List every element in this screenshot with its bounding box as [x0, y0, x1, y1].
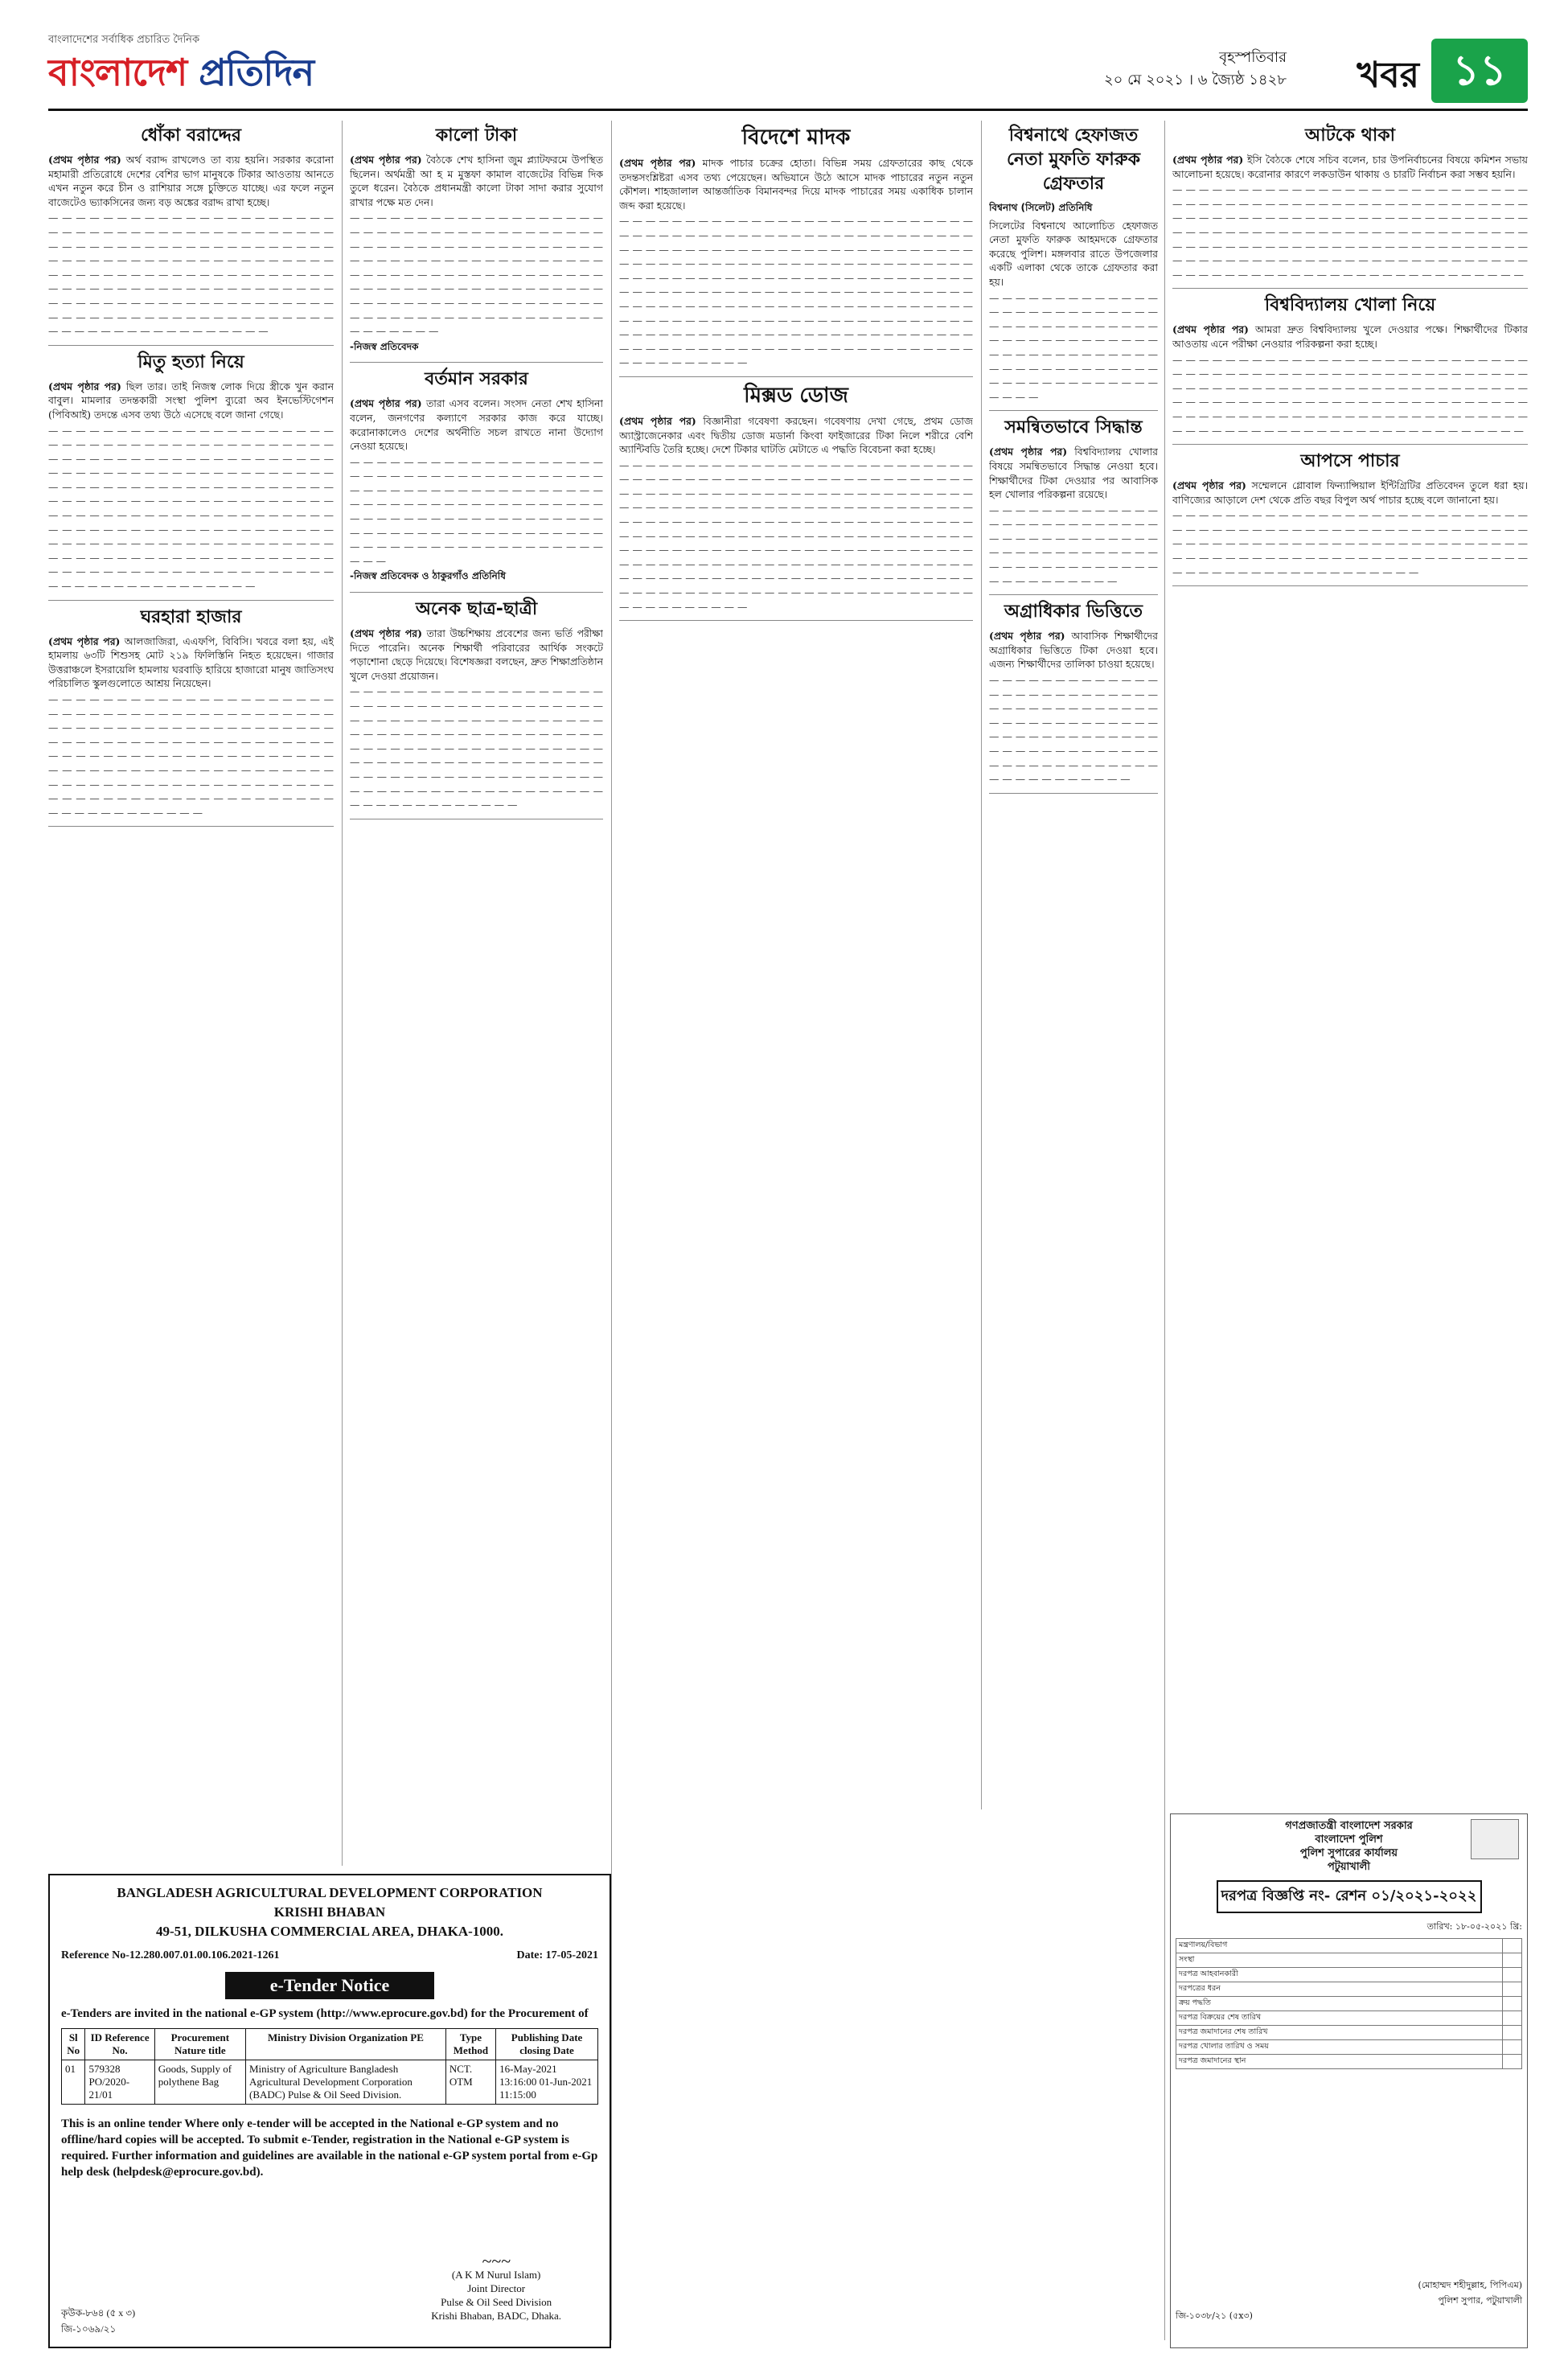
police-tender-notice	[1170, 1813, 1528, 2348]
signer-title: Joint Director	[467, 2282, 526, 2294]
tender-table-header	[62, 2029, 598, 2060]
story-dhoka	[48, 124, 334, 346]
masthead	[48, 32, 1528, 111]
table-row	[1176, 2040, 1522, 2055]
column-5	[1172, 121, 1528, 1801]
article-text: ইসি বৈঠকে শেষে সচিব বলেন, চার উপনির্বাচনের বিষয়ে কমিশন সভায় আলোচনা হয়েছে। করোনার কারণে লকডাউন থাকায় ও চারটি নির্বাচন করা সম্ভব হয়নি।	[1172, 154, 1528, 180]
headline[interactable]: কালো টাকা	[435, 125, 518, 146]
tender-col-header: Type Method	[445, 2029, 495, 2060]
police-date: তারিখ: ১৮-০৫-২০২১ খ্রি:	[1426, 1921, 1522, 1932]
signature-mark: ~~~	[482, 2251, 511, 2271]
article-continuation: — — — — — — — — — — — — — — — — — — — — — — — — — — — — — — — — — — — — — — — — — — — — — — — — — — — — — — — — — — — — — — — — — — — — — — — — — — — — — — — — — — — — — — — — — — — — — — —	[989, 291, 1158, 403]
column-rule	[1164, 121, 1165, 2340]
newspaper-logo[interactable]	[48, 45, 314, 106]
tender-ref-row	[61, 1949, 598, 1962]
article-continuation: — — — — — — — — — — — — — — — — — — — — — — — — — — — — — — — — — — — — — — — — — — — — — — — — — — — — — — — — — — — — — — — — — — — — — — — — — — — — — — — — — — — — — — — — — — — — — — — — — — — — — — — — — — — — — — — — — — — — — — — — — — — — — — — — — — — — — — — — — — — — — — — — — — — — — — — — — — — — — — — — — —	[1172, 353, 1528, 437]
tender-note: This is an online tender Where only e-tender will be accepted in the National e-GP system and no offline/hard copies will be accepted. To submit e-Tender, registration in the National e-GP system is required. Further information and guidelines are available in the national e-GP system portal from e-Gp help desk (helpdesk@eprocure.gov.bd).	[61, 2117, 598, 2179]
article-continuation: — — — — — — — — — — — — — — — — — — — — — — — — — — — — — — — — — — — — — — — — — — — — — — — — — — — — — — — — — — — — — — — — — — — — — — — — — — — — — — — — — — — — — — — — — — — — — — — — — — — — — — — — — — — — — — — — — — — — — — — — — — — — — — — — — — — — — — — — — — — — — — — — — — — — — — — — — — — — — — — — — — — — — — — — — — — — — — — — — — — —	[48, 693, 334, 819]
table-row	[1176, 1982, 1522, 1997]
byline: -নিজস্ব প্রতিবেদক ও ঠাকুরগাঁও প্রতিনিধি	[350, 570, 506, 582]
story-apose-pachar	[1172, 450, 1528, 586]
tender-reference: Reference No-12.280.007.01.00.106.2021-1261	[61, 1949, 280, 1961]
column-rule	[981, 121, 982, 1809]
article-continuation: — — — — — — — — — — — — — — — — — — — — — — — — — — — — — — — — — — — — — — — — — — — — — — — — — — — — — — — — — — — — — — — — — — — — — — — — — — — — — — — — — — — — — — — — — — — — — — — — — — — — — — — — — — — — — — — — — — — — — — — — — — — — — — — — — — — — — — — — — — — — — — — — — — — — — — — — — — — — — — — — — — — — — — — — — — — — — — — — — — — — — — — — — — — — — — — — — — — — — — — — — — — — — — — — — — — — — — — — — — — — — — — — — — — — — — — — — — — — — — — — — — — — — — — — — — — — — — — — — — — — — — — — — — — — — — — — — — — — — — — —	[619, 458, 973, 613]
headline[interactable]: বিদেশে মাদক	[741, 125, 851, 150]
article-text: অর্থ বরাদ্দ রাখলেও তা ব্যয় হয়নি। সরকার করোনা মহামারী প্রতিরোধে দেশের বেশির ভাগ মানুষকে টিকার আওতায় আনতে এখন নতুন করে চীন ও রাশিয়ার সঙ্গে চুক্তিতে যাচ্ছে। এর ফলে নতুন বাজেটেও ভ্যাকসিনের জন্য বড় অঙ্কের বরাদ্দ রাখা হচ্ছে।	[48, 154, 334, 208]
byline: -নিজস্ব প্রতিবেদক	[350, 340, 419, 352]
tender-date: Date: 17-05-2021	[516, 1949, 598, 1961]
police-table-continued	[1176, 2069, 1522, 2278]
article-continuation: — — — — — — — — — — — — — — — — — — — — — — — — — — — — — — — — — — — — — — — — — — — — — — — — — — — — — — — — — — — — — — — — — — — — — — — — — — — — — — — — — — — — — — — — — — — — — — — — — — — — — — — — — — — — — — — — — — — — — — — — — — — — — — — — — — — — — — — — — — — — — — — — — — — — — — — — — — — — — — —	[350, 212, 603, 338]
column-2	[350, 121, 603, 1858]
article-text: তারা এসব বলেন। সংসদ নেতা শেখ হাসিনা বলেন, জনগণের কল্যাণে সরকার কাজ করে যাচ্ছে। করোনাকালেও দেশের অর্থনীতি সচল রাখতে নানা উদ্যোগ নেওয়া হয়েছে।	[350, 397, 603, 453]
article-text: আমরা দ্রুত বিশ্ববিদ্যালয় খুলে দেওয়ার পক্ষে। শিক্ষার্থীদের টিকার আওতায় এনে পরীক্ষা নেওয়ার পরিকল্পনা করা হচ্ছে।	[1172, 323, 1528, 350]
headline[interactable]: বিশ্ববিদ্যালয় খোলা নিয়ে	[1264, 295, 1436, 316]
article-continuation: — — — — — — — — — — — — — — — — — — — — — — — — — — — — — — — — — — — — — — — — — — — — — — — — — — — — — — — — — — — — — — — — — — — — — — — — — — — — — — — — — — — — — — — — — — — — — — — — — — — — — — — — — — — — — — — — — — — — — — — — — — — — — — — — — — — — — — — — — — — — — — — — — — — — — — — — — — — — — — — — — — — — — — — — — — — — — — — — — — — — — — — — — — — — —	[1172, 183, 1528, 281]
article-text: আলজাজিরা, এএফপি, বিবিসি। খবরে বলা হয়, এই হামলায় ৬৩টি শিশুসহ মোট ২১৯ ফিলিস্তিনি নিহত হয়েছেন। গাজার উত্তরাঞ্চলে ইসরায়েলি হামলায় ঘরবাড়ি হারিয়ে হাজারো মানুষ জাতিসংঘ পরিচালিত স্কুলগুলোতে আশ্রয় নিয়েছেন।	[48, 635, 334, 690]
column-4	[989, 121, 1158, 1801]
column-1	[48, 121, 334, 1858]
table-row	[62, 2060, 598, 2105]
tender-cell: Ministry of Agriculture Bangladesh Agricultural Development Corporation (BADC) Pulse & Oil Seed Division.	[245, 2060, 445, 2105]
article-text: ছিল তার। তাই নিজস্ব লোক দিয়ে স্ত্রীকে খুন করান বাবুল। মামলার তদন্তকারী সংস্থা পুলিশ ব্যুরো অব ইনভেস্টিগেশন (পিবিআই) তদন্তে এসব তথ্য উঠে এসেছে বলে জানা গেছে।	[48, 380, 334, 421]
tender-org-address: 49-51, DILKUSHA COMMERCIAL AREA, DHAKA-1000.	[155, 1924, 504, 1939]
article-continuation: — — — — — — — — — — — — — — — — — — — — — — — — — — — — — — — — — — — — — — — — — — — — — — — — — — — — — — — — — — — — — — — — — — — — — — — — — — —	[989, 503, 1158, 587]
column-rule	[611, 121, 612, 2340]
lead-tag: (প্রথম পৃষ্ঠার পর)	[989, 446, 1068, 458]
tender-org-name: BANGLADESH AGRICULTURAL DEVELOPMENT CORPORATION	[117, 1885, 543, 1900]
table-row	[1176, 2026, 1522, 2040]
lead-tag: (প্রথম পৃষ্ঠার পর)	[48, 635, 121, 647]
article-text: বিজ্ঞানীরা গবেষণা করছেন। গবেষণায় দেখা গেছে, প্রথম ডোজ অ্যাস্ট্রাজেনেকার এবং দ্বিতীয় ডোজ মডার্না কিংবা ফাইজারের টিকা নিলে শরীরে বেশি অ্যান্টিবডি তৈরি হচ্ছে। দেশে টিকার ঘাটতি মেটাতে এ পদ্ধতি বিবেচনা করা হচ্ছে।	[619, 414, 973, 456]
story-bortoman-sorkar	[350, 368, 603, 593]
tender-footer	[61, 2306, 598, 2339]
police-tender-title: দরপত্র বিজ্ঞপ্তি নং- রেশন ০১/২০২১-২০২২	[1217, 1880, 1482, 1913]
lead-tag: (প্রথম পৃষ্ঠার পর)	[350, 154, 422, 166]
story-ghorhara	[48, 606, 334, 828]
police-footer: জি-১০৩৮/২১ (৫x৩)	[1176, 2310, 1253, 2321]
headline[interactable]: আটকে থাকা	[1305, 125, 1395, 146]
police-row-label: দরপত্র খোলার তারিখ ও সময়	[1176, 2040, 1503, 2055]
police-row-label: ক্রয় পদ্ধতি	[1176, 1997, 1503, 2011]
police-tender-table	[1176, 1938, 1522, 2069]
issue-date: ২০ মে ২০২১ । ৬ জ্যৈষ্ঠ ১৪২৮	[1103, 72, 1287, 88]
column-rule	[342, 121, 343, 1866]
headline[interactable]: বর্তমান সরকার	[425, 369, 528, 390]
tender-cell: NCT. OTM	[445, 2060, 495, 2105]
tender-col-header: Ministry Division Organization PE	[245, 2029, 445, 2060]
logo-part2: প্রতিদিন	[199, 51, 314, 94]
lead-tag: (প্রথম পৃষ্ঠার পর)	[1172, 323, 1249, 336]
headline[interactable]: অগ্রাধিকার ভিত্তিতে	[1004, 602, 1143, 622]
signer-office: Krishi Bhaban, BADC, Dhaka.	[431, 2310, 561, 2322]
article-text: সিলেটের বিশ্বনাথে আলোচিত হেফাজত নেতা মুফতি ফারুক আহমদকে গ্রেফতার করেছে পুলিশ। মঙ্গলবার রাতে উপজেলার একটি এলাকা থেকে তাকে গ্রেফতার করা হয়।	[989, 219, 1158, 288]
table-row	[1176, 2055, 1522, 2069]
police-row-label: দরপত্র বিক্রয়ের শেষ তারিখ	[1176, 2011, 1503, 2026]
story-hefazat	[989, 124, 1158, 411]
article-text: মাদক পাচার চক্রের হোতা। বিভিন্ন সময় গ্রেফতারের কাছ থেকে তদন্তসংশ্লিষ্টরা এসব তথ্য পেয়েছেন। অভিযানে উঠে আসে মাদক পাচারের নতুন নতুন কৌশল। শাহজালাল আন্তর্জাতিক বিমানবন্দর দিয়ে মাদক পাচারের সময় একাধিক চালান জব্দ করা হয়েছে।	[619, 157, 973, 212]
story-mixed-dose	[619, 382, 973, 621]
headline[interactable]: আপসে পাচার	[1300, 451, 1400, 472]
article-continuation: — — — — — — — — — — — — — — — — — — — — — — — — — — — — — — — — — — — — — — — — — — — — — — — — — — — — — — — — — — — — — — — — — — — — — — — — — — — — — — — — — — — — — — — — — — — — — — — — — — — — — — — — — — — — — — — — — — — — — — — — — — — — — — — — — — — — — — — — — — — — — — — — — — — — — — — — — — — — — — — — — — — — — — — — — — — — — — — — — — — — — — — — — — — — — — — — — — — — — — — — — — — — — — — — — — — — — — — — — — — — — — — — — — — — — — — — — — — — — — — — — — — — — — — — — — — — — — — — — — — — — — — — — — — — — — — — — — — — — — — —	[619, 215, 973, 369]
article-continuation: — — — — — — — — — — — — — — — — — — — — — — — — — — — — — — — — — — — — — — — — — — — — — — — — — — — — — — — — — — — — — — — — — — — — — — — — — — — — — — — — — — — — — — — — — — — — — — — — — — — — — — — — — — — — — — — — — — — — — — — — — — — — — — — — — — — — — — — —	[350, 455, 603, 567]
tender-footer-gi: জি-১০৬৯/২১	[61, 2323, 117, 2335]
headline[interactable]: বিশ্বনাথে হেফাজত নেতা মুফতি ফারুক গ্রেফতার	[1006, 125, 1141, 194]
lead-tag: (প্রথম পৃষ্ঠার পর)	[989, 630, 1065, 643]
tender-org-building: KRISHI BHABAN	[273, 1904, 386, 1920]
story-atke-thaka	[1172, 124, 1528, 289]
article-text: তারা উচ্চশিক্ষায় প্রবেশের জন্য ভর্তি পরীক্ষা দিতে পারেনি। অনেক শিক্ষার্থী পরিবারের আর্থিক সংকটে পড়াশোনা ছেড়ে দিয়েছে। বিশেষজ্ঞরা বলছেন, দ্রুত শিক্ষাপ্রতিষ্ঠান খুলে দেওয়া প্রয়োজন।	[350, 627, 603, 682]
lead-tag: (প্রথম পৃষ্ঠার পর)	[350, 397, 422, 410]
tender-cell: 579328 PO/2020-21/01	[85, 2060, 154, 2105]
weekday: বৃহস্পতিবার	[1219, 49, 1287, 66]
tender-col-header: Sl No	[62, 2029, 85, 2060]
police-header-1: গণপ্রজাতন্ত্রী বাংলাদেশ সরকার	[1285, 1820, 1413, 1832]
page-number-badge: ১১	[1431, 39, 1528, 103]
police-header-4: পটুয়াখালী	[1327, 1861, 1371, 1873]
article-text: বৈঠকে শেখ হাসিনা জুম প্ল্যাটফরমে উপস্থিত ছিলেন। অর্থমন্ত্রী আ হ ম মুস্তফা কামাল বাজেটের বিভিন্ন দিক তুলে ধরেন। বৈঠকে প্রধানমন্ত্রী কালো টাকা সাদা করার সুযোগ রাখার পক্ষে মত দেন।	[350, 154, 603, 208]
story-somonnito	[989, 416, 1158, 595]
police-row-label: মন্ত্রণালয়/বিভাগ	[1176, 1939, 1503, 1953]
article-text: আবাসিক শিক্ষার্থীদের অগ্রাধিকার ভিত্তিতে টিকা দেওয়া হবে। এজন্য শিক্ষার্থীদের তালিকা চাওয়া হয়েছে।	[989, 630, 1158, 671]
signer-name: (A K M Nurul Islam)	[451, 2269, 541, 2281]
story-mitu	[48, 351, 334, 601]
police-header-3: পুলিশ সুপারের কার্যালয়	[1299, 1847, 1398, 1859]
article-continuation: — — — — — — — — — — — — — — — — — — — — — — — — — — — — — — — — — — — — — — — — — — — — — — — — — — — — — — — — — — — — — — — — — — — — — — — — — — — — — — — — — — — — — — — — — — — — — — — — — — — — — —	[989, 674, 1158, 786]
table-row	[1176, 2011, 1522, 2026]
article-continuation: — — — — — — — — — — — — — — — — — — — — — — — — — — — — — — — — — — — — — — — — — — — — — — — — — — — — — — — — — — — — — — — — — — — — — — — — — — — — — — — — — — — — — — — — — — — — — — — — — — — — — — — — — — — — — — — — — — — — — — — — — — — — — — — — — — — — — — — — — — — — — — — — — — — — — — — — — — — — — — — — — — — — — — — — — — — — — — — — — — — — — — — — —	[48, 212, 334, 338]
tender-cell: 16-May-2021 13:16:00 01-Jun-2021 11:15:00	[496, 2060, 598, 2105]
article-continuation: — — — — — — — — — — — — — — — — — — — — — — — — — — — — — — — — — — — — — — — — — — — — — — — — — — — — — — — — — — — — — — — — — — — — — — — — — — — — — — — — — — — — — — — — — — — — — — — — — — — — — — — — — — — — — — — — — — — — — — — — — — — — — — — — — — — — — — — — — — — — — — — — — — — — — — — — — — — — — — — — — — — — —	[350, 685, 603, 811]
lead-tag: (প্রথম পৃষ্ঠার পর)	[1172, 154, 1244, 166]
byline: বিশ্বনাথ (সিলেট) প্রতিনিধি	[989, 202, 1093, 213]
badc-tender-notice	[48, 1874, 611, 2348]
headline[interactable]: ঘরহারা হাজার	[140, 606, 242, 627]
tender-intro: e-Tenders are invited in the national e-GP system (http://www.eprocure.gov.bd) for the Procurement of	[61, 2007, 589, 2020]
police-row-label: দরপত্র আহবানকারী	[1176, 1968, 1503, 1982]
article-continuation: — — — — — — — — — — — — — — — — — — — — — — — — — — — — — — — — — — — — — — — — — — — — — — — — — — — — — — — — — — — — — — — — — — — — — — — — — — — — — — — — — — — — — — — — — — — — — — — — — — — — — — — — — — — — — — — — — — — — — — — — — — — — — — —	[1172, 509, 1528, 578]
story-university	[1172, 294, 1528, 445]
table-row	[1176, 1997, 1522, 2011]
tender-col-header: ID Reference No.	[85, 2029, 154, 2060]
police-row-label: সংস্থা	[1176, 1953, 1503, 1968]
headline[interactable]: মিতু হত্যা নিয়ে	[138, 351, 244, 372]
tender-footer-code: কৃউক-৮৬৪ (৫ x ৩)	[61, 2307, 136, 2319]
lead-tag: (প্রথম পৃষ্ঠার পর)	[619, 414, 696, 427]
tender-cell: 01	[62, 2060, 85, 2105]
article-text: সম্মেলনে গ্লোবাল ফিন্যান্সিয়াল ইন্টিগ্রিটির প্রতিবেদন তুলে ধরা হয়। বাণিজ্যের আড়ালে দেশ থেকে প্রতি বছর বিপুল অর্থ পাচার হচ্ছে বলে জানানো হয়।	[1172, 479, 1528, 506]
police-signer-title: পুলিশ সুপার, পটুয়াখালী	[1438, 2295, 1522, 2306]
table-row	[1176, 1968, 1522, 1982]
lead-tag: (প্রথম পৃষ্ঠার পর)	[619, 157, 696, 169]
police-row-label: দরপত্রের ধরন	[1176, 1982, 1503, 1997]
article-text: বিশ্ববিদ্যালয় খোলার বিষয়ে সমন্বিতভাবে সিদ্ধান্ত নেওয়া হবে। শিক্ষার্থীদের টিকা দেওয়ার পর আবাসিক হল খোলার পরিকল্পনা রয়েছে।	[989, 446, 1158, 501]
headline[interactable]: ধোঁকা বরাদ্দের	[140, 125, 241, 146]
signer-division: Pulse & Oil Seed Division	[441, 2296, 552, 2308]
police-header-2: বাংলাদেশ পুলিশ	[1315, 1834, 1383, 1846]
police-row-label: দরপত্র জমাদানের স্থান	[1176, 2055, 1503, 2069]
article-continuation: — — — — — — — — — — — — — — — — — — — — — — — — — — — — — — — — — — — — — — — — — — — — — — — — — — — — — — — — — — — — — — — — — — — — — — — — — — — — — — — — — — — — — — — — — — — — — — — — — — — — — — — — — — — — — — — — — — — — — — — — — — — — — — — — — — — — — — — — — — — — — — — — — — — — — — — — — — — — — — — — — — — — — — — — — — — — — — — — — — — — — — — — — — — — — — — — — — — — — — — — — — — — — — — — — — — — — — — — — — — — — — — — — — — — — — — — — — — — — — — — — — — — — — —	[48, 424, 334, 593]
section-title: খবর	[1357, 55, 1419, 96]
story-onek-chatro	[350, 598, 603, 819]
headline[interactable]: মিক্সড ডোজ	[744, 383, 848, 408]
lead-tag: (প্রথম পৃষ্ঠার পর)	[48, 154, 121, 166]
tender-col-header: Publishing Date closing Date	[496, 2029, 598, 2060]
story-ogradhikar	[989, 600, 1158, 794]
table-row	[1176, 1953, 1522, 1968]
table-row	[1176, 1939, 1522, 1953]
tender-table	[61, 2028, 598, 2105]
column-3	[619, 121, 973, 2340]
police-row-label: দরপত্র জমাদানের শেষ তারিখ	[1176, 2026, 1503, 2040]
headline[interactable]: অনেক ছাত্র-ছাত্রী	[415, 599, 538, 620]
tender-title: e-Tender Notice	[225, 1972, 434, 1999]
lead-tag: (প্রথম পৃষ্ঠার পর)	[1172, 479, 1246, 492]
logo-part1: বাংলাদেশ	[48, 51, 187, 94]
police-signer: (মোহাম্মদ শহীদুল্লাহ, পিপিএম)	[1418, 2280, 1522, 2290]
story-kalo-taka	[350, 124, 603, 363]
lead-tag: (প্রথম পৃষ্ঠার পর)	[48, 380, 121, 392]
story-bidesh-madok	[619, 124, 973, 377]
dateline	[1104, 47, 1287, 92]
masthead-tagline: বাংলাদেশের সর্বাধিক প্রচারিত দৈনিক	[48, 34, 200, 46]
headline[interactable]: সমন্বিতভাবে সিদ্ধান্ত	[1004, 417, 1143, 438]
tender-col-header: Procurement Nature title	[154, 2029, 245, 2060]
lead-tag: (প্রথম পৃষ্ঠার পর)	[350, 627, 422, 640]
tender-cell: Goods, Supply of polythene Bag	[154, 2060, 245, 2105]
mujib-logo-icon	[1471, 1819, 1519, 1859]
